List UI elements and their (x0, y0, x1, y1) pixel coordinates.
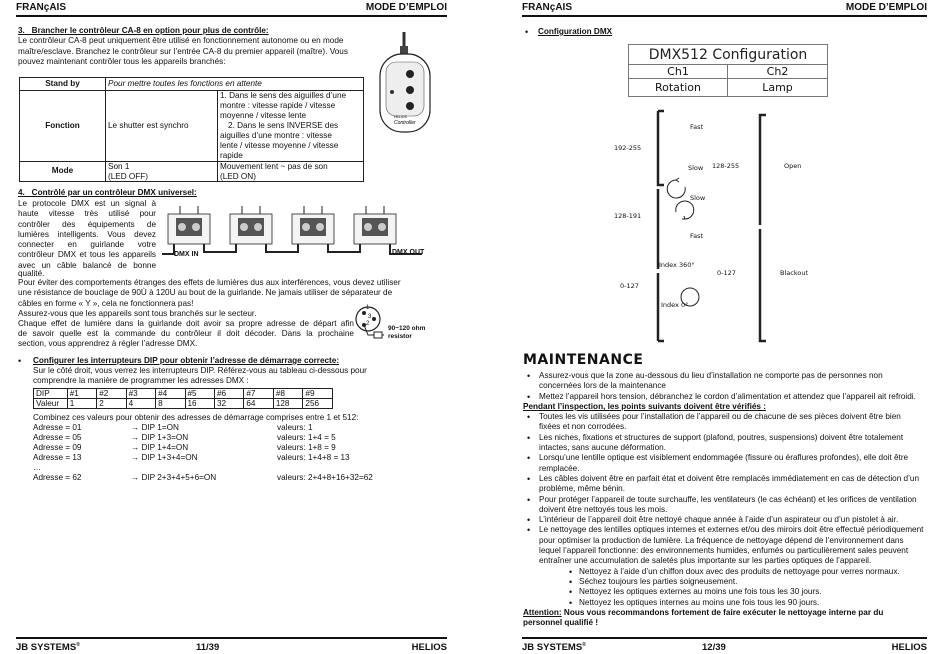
dmx-fig-ch1: Ch1 (628, 65, 728, 79)
dip-table-row (34, 389, 333, 399)
footer-brand (522, 642, 586, 654)
attention-text: personnel qualifié ! (523, 618, 599, 628)
dip-example-address: Adresse = 01 (33, 423, 82, 432)
cell-line: 1. Dans le sens des aiguilles d’une (220, 91, 347, 100)
dmx-fig-fast: Fast (690, 232, 704, 240)
table-cell: Pour mettre toutes les fonctions en attente (106, 78, 364, 91)
section-3-line: Le contrôleur CA-8 peut uniquement être utilisé en fonctionnement autonome ou en mode (18, 36, 344, 46)
list-line: • Les câbles doivent être en parfait état et doivent être remplacés immédiatement en cas de détection d’un (539, 473, 920, 483)
dip-table-cell: #6 (214, 389, 243, 399)
dmx-fig-blackout: Blackout (780, 269, 808, 277)
cell-line: rapide (220, 151, 243, 160)
cell-line: 2. Dans le sens INVERSE des (228, 121, 339, 130)
intro-line: haute vitesse très utilisé pour (18, 209, 156, 219)
section-3-title: 3. Brancher le contrôleur CA-8 en option pour plus de contrôle: (18, 26, 269, 35)
dip-title: Configurer les interrupteurs DIP pour obtenir l’adresse de démarrage correcte: (33, 356, 340, 365)
cleaning-sublist (569, 567, 931, 608)
dip-table-cell: 64 (244, 399, 273, 409)
maintenance-title: MAINTENANCE (523, 352, 644, 368)
dip-table-cell: 256 (303, 399, 333, 409)
cell-line: moyenne / vitesse lente (220, 111, 307, 120)
inspection-heading: Pendant l’inspection, les points suivants doivent être vérifiés : (523, 401, 766, 411)
dip-table-cell: #2 (97, 389, 126, 399)
body-line: câbles en forme « Y », cela ne fonctionnera pas! (18, 298, 194, 308)
list-line: doivent être nettoyés tous les mois. (539, 504, 668, 514)
footer-product: HELIOS (891, 642, 927, 653)
list-item (523, 453, 931, 474)
footer-brand (16, 642, 80, 654)
footer-brand-text: JB SYSTEMS (522, 642, 583, 653)
dip-table-cell: 1 (67, 399, 96, 409)
page-header (16, 2, 447, 14)
body-line: section, vous apprendrez à régler l’adresse DMX. (18, 339, 198, 348)
list-item: • Mettez l’appareil hors tension, débranchez le cordon d’alimentation et attendez que l’appareil ait refroidi. (523, 392, 931, 402)
list-item (523, 525, 931, 607)
page-right (475, 0, 950, 654)
resistor-label-line: resistor (388, 333, 412, 340)
sub-list-item: • Séchez toujours les parties soigneusement. (569, 577, 931, 587)
bullet-icon: • (525, 27, 529, 37)
dip-example-row (33, 423, 393, 433)
maintenance-list (523, 371, 931, 402)
dip-example-address: Adresse = 09 (33, 443, 82, 452)
table-cell (218, 162, 364, 182)
table-row-header: Mode (20, 162, 106, 182)
dmx-config-title: Configuration DMX (538, 27, 613, 36)
body-line: Pour éviter des comportements étranges des effets de lumières dus aux interférences, vous devez utiliser (18, 278, 401, 287)
list-line: • Lorsqu’une lentille optique est visiblement endommagée (fissure ou éraflures profondes), elle doit être (539, 453, 909, 463)
cell-line: lente / vitesse moyenne / vitesse (220, 141, 339, 150)
dmx-fig-slow: Slow (688, 164, 704, 172)
dip-example-address: Adresse = 13 (33, 453, 82, 462)
dmx-fig-range: 192-255 (614, 144, 642, 152)
dmx-fig-index-360: Index 360° (659, 261, 695, 269)
dip-intro-line: comprendre la manière de programmer les adresses DMX : (33, 376, 249, 386)
dmx-in-label: DMX IN (174, 251, 199, 258)
section-4-intro (18, 199, 156, 271)
table-row-header: Stand by (20, 78, 106, 91)
sub-list-item: • Nettoyez les optiques internes au moins une fois tous les 90 jours. (569, 598, 931, 608)
page-header (522, 2, 927, 14)
dmx-fig-range: 0-127 (717, 269, 736, 277)
footer-rule (522, 637, 927, 639)
dip-table-cell: #3 (126, 389, 155, 399)
dip-example-row (33, 453, 393, 463)
ca8-brand-label: HELIOS (394, 115, 407, 119)
intro-line: avec un câble balancé de bonne (18, 260, 156, 270)
list-line: • Toutes les vis utilisées pour l’installation de l’appareil ou de chacune de ses pièces doivent être bien (539, 412, 901, 422)
xlr-pin-2: 2 (366, 321, 370, 327)
list-item (523, 474, 931, 495)
cell-line: Son 1 (108, 162, 130, 171)
xlr-resistor-diagram (354, 303, 390, 343)
dmx-fig-range: 128-255 (712, 162, 740, 170)
dip-example-address: Adresse = 05 (33, 433, 82, 442)
attention-text: Nous vous recommandons fortement de faire exécuter le nettoyage interne par du (561, 607, 884, 617)
dip-table (33, 388, 333, 409)
section-3-line: pouvez maintenant contrôler tous les appareils branchés: (18, 56, 226, 66)
body-line: Assurez-vous que les appareils sont tous branchés sur le secteur. (18, 308, 257, 318)
dip-table-cell: 128 (273, 399, 303, 409)
maintenance-body (523, 371, 931, 628)
dip-example-address: Adresse = 62 (33, 473, 82, 482)
dmx-fig-ch2: Ch2 (728, 65, 828, 79)
header-rule (16, 15, 447, 17)
list-line: remplacée. (539, 463, 580, 473)
dip-example-dip: → DIP 1+3+4=ON (131, 453, 198, 462)
list-line: • Pour protéger l’appareil de toute surchauffe, les ventilateurs (le cas échéant) et les orifices de ventilation (539, 494, 917, 504)
dip-table-cell: #1 (67, 389, 96, 399)
dip-example-row (33, 433, 393, 443)
list-line: intactes, sans aucune déformation. (539, 443, 666, 453)
cell-line: Mouvement lent ~ pas de son (220, 162, 328, 171)
body-line: une résistance de bouclage de 90Ù à 120U au bout de la guirlande. Ne jamais utiliser de séparateur de (18, 288, 393, 298)
controller-table (19, 77, 364, 182)
resistor-label (388, 325, 425, 341)
dip-table-cell: DIP (34, 389, 68, 399)
dmx-fig-title: DMX512 Configuration (628, 44, 828, 65)
dip-examples (33, 423, 393, 463)
attention-note (523, 608, 931, 618)
header-title: MODE D’EMPLOI (845, 2, 927, 13)
dip-table-cell: Valeur (34, 399, 68, 409)
footer-page-number: 12/39 (702, 642, 726, 653)
page-footer (16, 642, 447, 654)
dmx-fig-range: 0-127 (620, 282, 639, 290)
list-item (523, 433, 931, 454)
header-title: MODE D’EMPLOI (365, 2, 447, 13)
bullet-icon: • (18, 356, 22, 366)
dip-example-value: valeurs: 1+4 = 5 (277, 433, 336, 442)
list-line: concernées lors de la maintenance (539, 381, 666, 391)
dmx-fig-range: 128-191 (614, 212, 642, 220)
cell-line: montre : vitesse rapide / vitesse (220, 101, 336, 110)
dmx512-configuration-figure (614, 44, 828, 344)
list-line: entraîner une accumulation de saletés plus importante sur les parties optiques de l’appareil. (539, 556, 872, 566)
dip-table-cell: 8 (156, 399, 185, 409)
dmx-fig-fast: Fast (690, 123, 704, 131)
dip-example-value: valeurs: 1+4+8 = 13 (277, 453, 350, 462)
footer-rule (16, 637, 447, 639)
inspection-list (523, 412, 931, 608)
section-3 (18, 26, 378, 67)
dip-example-value: valeurs: 2+4+8+16+32=62 (277, 473, 373, 482)
list-line: lequel l’appareil fonctionne: des environnements humides, enfumés ou particulièrement sales peuvent (539, 546, 909, 556)
footer-brand-text: JB SYSTEMS (16, 642, 77, 653)
footer-product: HELIOS (411, 642, 447, 653)
body-line: Chaque effet de lumière dans la guirlande doit avoir sa propre adresse de départ afin (18, 319, 354, 328)
dip-example-dip: → DIP 1+3=ON (131, 433, 189, 442)
dmx-daisy-chain-diagram (160, 204, 426, 264)
list-line: • Le nettoyage des lentilles optiques internes et externes et/ou des miroirs doit être effectué périodiquement (539, 525, 924, 535)
table-cell: Le shutter est synchro (106, 91, 218, 162)
dip-table-cell: 2 (97, 399, 126, 409)
dmx-fig-slow: Slow (690, 194, 706, 202)
intro-line: contrôleur DMX et tous les appareils (18, 250, 156, 260)
attention-label: Attention: (523, 607, 562, 617)
body-line: de savoir quelle est la commande du contrôleur il doit décoder. Dans la prochaine (18, 329, 354, 339)
table-cell (106, 162, 218, 182)
dmx-fig-index-0: Index 0° (661, 301, 689, 309)
dip-table-cell: #4 (156, 389, 185, 399)
dip-example-dip: → DIP 1+4=ON (131, 443, 189, 452)
page-footer (522, 642, 927, 654)
intro-line: connecter en guirlande votre (18, 240, 156, 250)
list-item (523, 371, 931, 392)
cell-line: aiguilles d’une montre : vitesse (220, 131, 332, 140)
dip-intro-line: Sur le côté droit, vous verrez les interrupteurs DIP. Référez-vous au tableau ci-dessous pour (33, 366, 367, 375)
dip-table-cell: #8 (273, 389, 303, 399)
list-line: fixées et non corrodées. (539, 422, 627, 432)
dmx-fig-open: Open (784, 162, 802, 170)
section-4-title: 4. Contrôlé par un contrôleur DMX universel: (18, 188, 197, 197)
cell-line: (LED OFF) (108, 171, 149, 181)
header-rule (522, 15, 927, 17)
registered-mark: ® (76, 641, 80, 648)
dip-combine: Combinez ces valeurs pour obtenir des adresses de démarrage comprises entre 1 et 512: (33, 413, 359, 422)
dip-example-dip: → DIP 2+3+4+5+6=ON (131, 473, 217, 482)
xlr-pin-1: 1 (366, 305, 370, 311)
dmx-fig-lamp: Lamp (728, 79, 828, 97)
dip-table-cell: #7 (244, 389, 273, 399)
list-item: • L’intérieur de l’appareil doit être nettoyé chaque année à l’aide d’un aspirateur ou d’un pistolet à air. (523, 515, 931, 525)
registered-mark: ® (582, 641, 586, 648)
dip-table-cell: #9 (303, 389, 333, 399)
footer-page-number: 11/39 (196, 642, 220, 653)
xlr-pin-3: 3 (368, 314, 372, 320)
dip-table-cell: #5 (185, 389, 214, 399)
header-language: FRANçAIS (16, 2, 67, 13)
dip-table-row (34, 399, 333, 409)
list-item (523, 495, 931, 516)
table-cell (218, 91, 364, 162)
dip-example-dip: → DIP 1=ON (131, 423, 179, 432)
list-item (523, 412, 931, 433)
dip-table-cell: 4 (126, 399, 155, 409)
sub-list-item: • Nettoyez les optiques externes au moins une fois tous les 30 jours. (569, 587, 931, 597)
section-3-line: maître/esclave. Branchez le contrôleur sur l’entrée CA-8 du premier appareil (maître). Vous (18, 46, 348, 56)
dmx-fig-rotation: Rotation (628, 79, 728, 97)
table-row-header: Fonction (20, 91, 106, 162)
list-line: pour optimiser la production de lumière. La fréquence de nettoyage dépend de l’environnement dans (539, 535, 904, 545)
list-line: • Assurez-vous que la zone au-dessous du lieu d’installation ne comporte pas de personnes non (539, 371, 883, 380)
intro-line: lumières intelligents. Vous devez (18, 229, 156, 239)
dip-table-cell: 16 (185, 399, 214, 409)
dip-example-value: valeurs: 1 (277, 423, 313, 432)
resistor-label-line: 90~120 ohm (388, 325, 426, 332)
ca8-controller-label: Controller (394, 120, 416, 126)
sub-list-item: • Nettoyez à l’aide d’un chiffon doux avec des produits de nettoyage pour verres normaux. (569, 567, 931, 577)
dip-ellipsis: … (33, 463, 42, 472)
dip-example-value: valeurs: 1+8 = 9 (277, 443, 336, 452)
dip-intro (33, 366, 428, 387)
list-line: problème, même bénin. (539, 484, 626, 494)
intro-line: contrôler des équipements de (18, 219, 156, 229)
dmx-fig-brackets (628, 97, 828, 344)
list-line: • Les niches, fixations et structures de support (plafond, poutres, suspensions) doivent être totalement (539, 432, 904, 442)
header-language: FRANçAIS (522, 2, 573, 13)
intro-line: Le protocole DMX est un signal à (18, 199, 156, 208)
dip-example-row (33, 443, 393, 453)
dmx-out-label: DMX OUT (392, 249, 425, 256)
ca8-controller-image (372, 32, 434, 134)
section-4-body (18, 319, 354, 340)
intro-line: qualité. (18, 269, 45, 278)
cell-line: (LED ON) (220, 171, 256, 181)
dip-table-cell: 32 (214, 399, 243, 409)
